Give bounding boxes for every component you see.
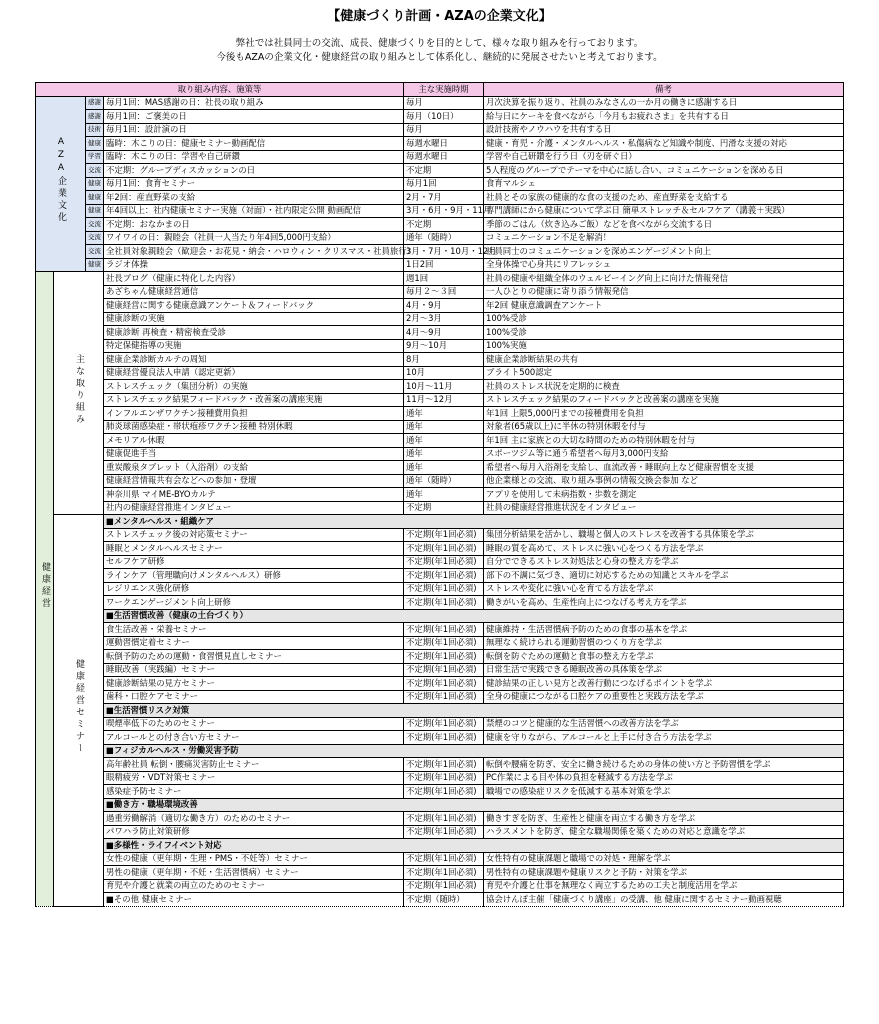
table-row xyxy=(36,488,844,502)
category-tag: 交流 xyxy=(86,218,104,232)
plan-table xyxy=(35,82,844,907)
period-cell: 不定期（随時） xyxy=(404,893,484,907)
note-cell: 100%受診 xyxy=(484,312,844,326)
note-cell: 社員のストレス状況を定期的に検査 xyxy=(484,380,844,394)
table-row xyxy=(36,353,844,367)
note-cell: 社員とその家族の健康的な食の支援のため、産直野菜を支給する xyxy=(484,191,844,205)
period-cell: 3月・6月・9月・11月 xyxy=(404,204,484,218)
measure-cell: ラインケア（管理職向けメンタルヘルス）研修 xyxy=(104,569,404,583)
period-cell: 不定期 xyxy=(404,164,484,178)
period-cell: 不定期(年1回必須) xyxy=(404,677,484,691)
measure-cell: 育児や介護と就業の両立のためのセミナー xyxy=(104,879,404,893)
measure-cell: ストレスチェック（集団分析）の実施 xyxy=(104,380,404,394)
header-period: 主な実施時期 xyxy=(404,83,484,97)
measure-cell: 健康経営に関する健康意識アンケート＆フィードバック xyxy=(104,299,404,313)
table-row xyxy=(36,420,844,434)
table-row xyxy=(36,893,844,907)
measure-cell: ■その他 健康セミナー xyxy=(104,893,404,907)
table-row xyxy=(36,555,844,569)
table-row xyxy=(36,582,844,596)
table-row xyxy=(36,677,844,691)
group-label: 健康経営 xyxy=(40,561,50,610)
measure-cell: 重炭酸泉タブレット（入浴剤）の支給 xyxy=(104,461,404,475)
note-cell: 100%実施 xyxy=(484,339,844,353)
measure-cell: 毎月1回：食育セミナー xyxy=(104,177,404,191)
measure-cell: 健康経営優良法人申請（認定更新） xyxy=(104,366,404,380)
period-cell: 毎週水曜日 xyxy=(404,137,484,151)
note-cell: コミュニケーション不足を解消！ xyxy=(484,231,844,245)
period-cell: 不定期(年1回必須) xyxy=(404,663,484,677)
measure-cell: セルフケア研修 xyxy=(104,555,404,569)
table-row xyxy=(36,380,844,394)
period-cell: 不定期(年1回必須) xyxy=(404,852,484,866)
note-cell: 育児や介護と仕事を無理なく両立するための工夫と制度活用を学ぶ xyxy=(484,879,844,893)
note-cell: 学習や自己研鑽を行う日（刃を研ぐ日） xyxy=(484,150,844,164)
table-row xyxy=(36,461,844,475)
measure-cell: パワハラ防止対策研修 xyxy=(104,825,404,839)
table-row xyxy=(36,785,844,799)
period-cell: 不定期(年1回必須) xyxy=(404,528,484,542)
period-cell: 不定期(年1回必須) xyxy=(404,569,484,583)
header-measures: 取り組み内容、施策等 xyxy=(36,83,404,97)
category-tag: 健康 xyxy=(86,137,104,151)
note-cell: 希望者へ毎月入浴剤を支給し、血流改善・睡眠向上など健康習慣を支援 xyxy=(484,461,844,475)
period-cell: 通年 xyxy=(404,420,484,434)
category-tag: 感謝 xyxy=(86,110,104,124)
table-row xyxy=(36,569,844,583)
note-cell: スポーツジム等に通う希望者へ毎月3,000円支給 xyxy=(484,447,844,461)
note-cell: 社員の健康経営推進状況をインタビュー xyxy=(484,501,844,515)
measure-cell: 全社員対象親睦会（歓迎会・お花見・納会・ハロウィン・クリスマス・社員旅行） xyxy=(104,245,404,259)
period-cell: 不定期(年1回必須) xyxy=(404,825,484,839)
measure-cell: 毎月1回：MAS感謝の日：社長の取り組み xyxy=(104,96,404,110)
measure-cell: 高年齢社員 転倒・腰痛災害防止セミナー xyxy=(104,758,404,772)
note-cell: 5人程度のグループでテーマを中心に話し合い、コミュニケーションを深める日 xyxy=(484,164,844,178)
table-row xyxy=(36,731,844,745)
measure-cell: アルコールとの付き合い方セミナー xyxy=(104,731,404,745)
section-row xyxy=(36,839,844,853)
period-cell: 毎週水曜日 xyxy=(404,150,484,164)
table-row xyxy=(36,596,844,610)
period-cell: 不定期(年1回必須) xyxy=(404,690,484,704)
measure-cell: レジリエンス強化研修 xyxy=(104,582,404,596)
measure-cell: 臨時：木こりの日：健康セミナー動画配信 xyxy=(104,137,404,151)
measure-cell: 神奈川県 マイME-BYOカルテ xyxy=(104,488,404,502)
subgroup-torikumi xyxy=(54,272,104,515)
table-row xyxy=(36,285,844,299)
note-cell: 専門講師にから健康について学ぶ日 簡単ストレッチ＆セルフケア（講義＋実践） xyxy=(484,204,844,218)
measure-cell: 肺炎球菌感染症・帯状疱疹ワクチン接種 特別休暇 xyxy=(104,420,404,434)
page-title: 【健康づくり計画・AZAの企業文化】 xyxy=(327,9,552,24)
measure-cell: インフルエンザワクチン接種費用負担 xyxy=(104,407,404,421)
period-cell: 通年 xyxy=(404,447,484,461)
note-cell: 睡眠の質を高めて、ストレスに強い心をつくる方法を学ぶ xyxy=(484,542,844,556)
category-tag: 健康 xyxy=(86,191,104,205)
category-tag: 交流 xyxy=(86,164,104,178)
measure-cell: 社内の健康経営推進インタビュー xyxy=(104,501,404,515)
note-cell: 自分でできるストレス対処法と心身の整え方を学ぶ xyxy=(484,555,844,569)
period-cell: 不定期(年1回必須) xyxy=(404,582,484,596)
period-cell: 3月・7月・10月・12月 xyxy=(404,245,484,259)
measure-cell: 過重労働解消（適切な働き方）のためのセミナー xyxy=(104,812,404,826)
measure-cell: 毎月1回：ご褒美の日 xyxy=(104,110,404,124)
note-cell: 社員の健康や組織全体のウェルビーイング向上に向けた情報発信 xyxy=(484,272,844,286)
table-row xyxy=(36,623,844,637)
measure-cell: 年4回以上：社内健康セミナー実施（対面）・社内限定公開 動画配信 xyxy=(104,204,404,218)
measure-cell: ストレスチェック後の対応策セミナー xyxy=(104,528,404,542)
intro-line-2: 今後もAZAの企業文化・健康経営の取り組みとして体系化し、継続的に発展させたいと考えております。 xyxy=(216,52,663,63)
period-cell: 2月～3月 xyxy=(404,312,484,326)
period-cell: 1日2回 xyxy=(404,258,484,272)
note-cell: 年1回 上限5,000円までの接種費用を負担 xyxy=(484,407,844,421)
period-cell: 通年（随時） xyxy=(404,474,484,488)
note-cell: 無理なく続けられる運動習慣のつくり方を学ぶ xyxy=(484,636,844,650)
note-cell: 健診結果の正しい見方と改善行動につなげるポイントを学ぶ xyxy=(484,677,844,691)
note-cell: 転倒や腰痛を防ぎ、安全に働き続けるための身体の使い方と予防習慣を学ぶ xyxy=(484,758,844,772)
measure-cell: あざちゃん健康経営通信 xyxy=(104,285,404,299)
table-row xyxy=(36,771,844,785)
period-cell: 不定期(年1回必須) xyxy=(404,717,484,731)
note-cell: 男性特有の健康課題や健康リスクと予防・対策を学ぶ xyxy=(484,866,844,880)
measure-cell: 転倒予防のための運動・食習慣見直しセミナー xyxy=(104,650,404,664)
table-row xyxy=(36,218,844,232)
section-title: ■メンタルヘルス・組織ケア xyxy=(104,515,844,529)
note-cell: 100%受診 xyxy=(484,326,844,340)
section-title: ■フィジカルヘルス・労働災害予防 xyxy=(104,744,844,758)
note-cell: 日常生活で実践できる睡眠改善の具体策を学ぶ xyxy=(484,663,844,677)
measure-cell: 年2回：産直野菜の支給 xyxy=(104,191,404,205)
measure-cell: 不定期：おなかまの日 xyxy=(104,218,404,232)
header-notes: 備考 xyxy=(484,83,844,97)
table-row xyxy=(36,326,844,340)
measure-cell: 睡眠改善（実践編）セミナー xyxy=(104,663,404,677)
table-row xyxy=(36,110,844,124)
measure-cell: 健康経営情報共有会などへの参加・登壇 xyxy=(104,474,404,488)
measure-cell: 健康企業診断カルテの周知 xyxy=(104,353,404,367)
period-cell: 不定期(年1回必須) xyxy=(404,879,484,893)
period-cell: 通年 xyxy=(404,407,484,421)
period-cell: 不定期(年1回必須) xyxy=(404,771,484,785)
note-cell: 健康企業診断結果の共有 xyxy=(484,353,844,367)
period-cell: 9月～10月 xyxy=(404,339,484,353)
section-title: ■多様性・ライフイベント対応 xyxy=(104,839,844,853)
note-cell: 職場での感染症リスクを低減する基本対策を学ぶ xyxy=(484,785,844,799)
table-row xyxy=(36,758,844,772)
table-row xyxy=(36,501,844,515)
note-cell: ストレスや変化に強い心を育てる方法を学ぶ xyxy=(484,582,844,596)
note-cell: 設計技術やノウハウを共有する日 xyxy=(484,123,844,137)
table-row xyxy=(36,299,844,313)
measure-cell: 感染症予防セミナー xyxy=(104,785,404,799)
period-cell: 毎月 xyxy=(404,123,484,137)
measure-cell: 臨時：木こりの日：学習や自己研鑽 xyxy=(104,150,404,164)
section-row xyxy=(36,798,844,812)
table-row xyxy=(36,434,844,448)
table-row xyxy=(36,204,844,218)
period-cell: 毎月 xyxy=(404,96,484,110)
measure-cell: 健康促進手当 xyxy=(104,447,404,461)
period-cell: 不定期(年1回必須) xyxy=(404,785,484,799)
table-row xyxy=(36,663,844,677)
period-cell: 通年 xyxy=(404,488,484,502)
period-cell: 不定期(年1回必須) xyxy=(404,731,484,745)
group-label: 健康経営セミナー xyxy=(74,659,84,756)
measure-cell: ストレスチェック結果フィードバック・改善案の講座実施 xyxy=(104,393,404,407)
note-cell: 対象者(65歳以上)に半休の特別休暇を付与 xyxy=(484,420,844,434)
table-row xyxy=(36,258,844,272)
period-cell: 不定期(年1回必須) xyxy=(404,866,484,880)
section-title: ■生活習慣改善（健康の土台づくり） xyxy=(104,609,844,623)
period-cell: 不定期(年1回必須) xyxy=(404,596,484,610)
intro-line-1: 弊社では社員同士の交流、成長、健康づくりを目的として、様々な取り組みを行っております。 xyxy=(235,38,644,49)
note-cell: 転倒を防ぐための運動と食事の整え方を学ぶ xyxy=(484,650,844,664)
note-cell: 全身体操で心身共にリフレッシュ xyxy=(484,258,844,272)
period-cell: 不定期(年1回必須) xyxy=(404,758,484,772)
note-cell: アプリを使用して未病指数・歩数を測定 xyxy=(484,488,844,502)
note-cell: 働きすぎを防ぎ、生産性と健康を両立する働き方を学ぶ xyxy=(484,812,844,826)
measure-cell: メモリアル休暇 xyxy=(104,434,404,448)
section-row xyxy=(36,515,844,529)
table-row xyxy=(36,812,844,826)
table-row xyxy=(36,366,844,380)
measure-cell: 運動習慣定着セミナー xyxy=(104,636,404,650)
table-row xyxy=(36,866,844,880)
category-tag: 健康 xyxy=(86,258,104,272)
measure-cell: 特定保健指導の実施 xyxy=(104,339,404,353)
period-cell: 不定期 xyxy=(404,218,484,232)
section-row xyxy=(36,744,844,758)
group-kenko xyxy=(36,272,54,907)
group-label: 主な取り組み xyxy=(74,354,84,426)
table-row xyxy=(36,879,844,893)
table-row xyxy=(36,852,844,866)
table-row xyxy=(36,528,844,542)
period-cell: 毎月1回 xyxy=(404,177,484,191)
note-cell: 社員同士のコミュニケーションを深めエンゲージメント向上 xyxy=(484,245,844,259)
period-cell: 不定期(年1回必須) xyxy=(404,812,484,826)
period-cell: 不定期(年1回必須) xyxy=(404,636,484,650)
table-row xyxy=(36,245,844,259)
period-cell: 不定期 xyxy=(404,501,484,515)
period-cell: 毎月２～３回 xyxy=(404,285,484,299)
table-row xyxy=(36,312,844,326)
category-tag: 交流 xyxy=(86,231,104,245)
table-row xyxy=(36,137,844,151)
table-row xyxy=(36,164,844,178)
table-row xyxy=(36,636,844,650)
table-row xyxy=(36,177,844,191)
measure-cell: 食生活改善・栄養セミナー xyxy=(104,623,404,637)
note-cell: ハラスメントを防ぎ、健全な職場関係を築くための対応と意識を学ぶ xyxy=(484,825,844,839)
period-cell: 不定期(年1回必須) xyxy=(404,623,484,637)
note-cell: ブライト500認定 xyxy=(484,366,844,380)
period-cell: 毎月（10日） xyxy=(404,110,484,124)
table-row xyxy=(36,650,844,664)
measure-cell: 社長ブログ（健康に特化した内容） xyxy=(104,272,404,286)
note-cell: 季節のごはん（炊き込みご飯）などを食べながら交流する日 xyxy=(484,218,844,232)
table-row xyxy=(36,339,844,353)
note-cell: 食育マルシェ xyxy=(484,177,844,191)
category-tag: 健康 xyxy=(86,204,104,218)
period-cell: 不定期(年1回必須) xyxy=(404,542,484,556)
category-tag: 健康 xyxy=(86,177,104,191)
table-row xyxy=(36,474,844,488)
table-row xyxy=(36,272,844,286)
measure-cell: ラジオ体操 xyxy=(104,258,404,272)
category-tag: 学習 xyxy=(86,150,104,164)
measure-cell: 女性の健康（更年期・生理・PMS・不妊等）セミナー xyxy=(104,852,404,866)
measure-cell: 健康診断の実施 xyxy=(104,312,404,326)
note-cell: ストレスチェック結果のフィードバックと改善案の講座を実施 xyxy=(484,393,844,407)
note-cell: 年1回 主に家族との大切な時間のための特別休暇を付与 xyxy=(484,434,844,448)
period-cell: 不定期(年1回必須) xyxy=(404,555,484,569)
header-row xyxy=(36,83,844,97)
note-cell: 一人ひとりの健康に寄り添う情報発信 xyxy=(484,285,844,299)
note-cell: 働きがいを高め、生産性向上につなげる考え方を学ぶ xyxy=(484,596,844,610)
note-cell: 全身の健康につながる口腔ケアの重要性と実践方法を学ぶ xyxy=(484,690,844,704)
section-row xyxy=(36,609,844,623)
period-cell: 8月 xyxy=(404,353,484,367)
measure-cell: 眼精疲労・VDT対策セミナー xyxy=(104,771,404,785)
period-cell: 10月～11月 xyxy=(404,380,484,394)
group-aza xyxy=(36,96,86,272)
period-cell: 通年 xyxy=(404,434,484,448)
table-row xyxy=(36,231,844,245)
period-cell: 10月 xyxy=(404,366,484,380)
note-cell: 協会けんぽ主催「健康づくり講座」の受講、他 健康に関するセミナー動画視聴 xyxy=(484,893,844,907)
measure-cell: ワークエンゲージメント向上研修 xyxy=(104,596,404,610)
table-row xyxy=(36,150,844,164)
note-cell: 年2回 健康意識調査アンケート xyxy=(484,299,844,313)
measure-cell: 睡眠とメンタルヘルスセミナー xyxy=(104,542,404,556)
table-row xyxy=(36,690,844,704)
category-tag: 感謝 xyxy=(86,96,104,110)
category-tag: 技術 xyxy=(86,123,104,137)
note-cell: 月次決算を振り返り、社員のみなさんの一か月の働きに感謝する日 xyxy=(484,96,844,110)
note-cell: 給与日にケーキを食べながら「今月もお疲れさま」を共有する日 xyxy=(484,110,844,124)
period-cell: 通年（随時） xyxy=(404,231,484,245)
table-row xyxy=(36,123,844,137)
section-row xyxy=(36,704,844,718)
period-cell: 不定期(年1回必須) xyxy=(404,650,484,664)
period-cell: 4月～9月 xyxy=(404,326,484,340)
measure-cell: 健康診断結果の見方セミナー xyxy=(104,677,404,691)
category-tag: 交流 xyxy=(86,245,104,259)
period-cell: 11月～12月 xyxy=(404,393,484,407)
note-cell: 集団分析結果を活かし、職場と個人のストレスを改善する具体策を学ぶ xyxy=(484,528,844,542)
section-title: ■生活習慣リスク対策 xyxy=(104,704,844,718)
period-cell: 2月・7月 xyxy=(404,191,484,205)
note-cell: PC作業による目や体の負担を軽減する方法を学ぶ xyxy=(484,771,844,785)
table-row xyxy=(36,542,844,556)
measure-cell: ワイワイの日：親睦会（社員一人当たり年4回5,000円支給） xyxy=(104,231,404,245)
measure-cell: 毎月1回：設計演の日 xyxy=(104,123,404,137)
subgroup-seminar xyxy=(54,515,104,907)
table-row xyxy=(36,96,844,110)
table-row xyxy=(36,393,844,407)
measure-cell: 喫煙率低下のためのセミナー xyxy=(104,717,404,731)
measure-cell: 健康診断 再検査・精密検査受診 xyxy=(104,326,404,340)
table-row xyxy=(36,717,844,731)
table-body xyxy=(36,96,844,906)
note-cell: 健康・育児・介護・メンタルヘルス・私傷病など知識や制度、円滑な支援の対応 xyxy=(484,137,844,151)
section-title: ■働き方・職場環境改善 xyxy=(104,798,844,812)
period-cell: 週1回 xyxy=(404,272,484,286)
table-row xyxy=(36,407,844,421)
group-label: AZA企業文化 xyxy=(56,137,66,225)
note-cell: 部下の不調に気づき、適切に対応するための知識とスキルを学ぶ xyxy=(484,569,844,583)
table-row xyxy=(36,191,844,205)
measure-cell: 男性の健康（更年期・不妊・生活習慣病）セミナー xyxy=(104,866,404,880)
period-cell: 通年 xyxy=(404,461,484,475)
note-cell: 健康維持・生活習慣病予防のための食事の基本を学ぶ xyxy=(484,623,844,637)
measure-cell: 歯科・口腔ケアセミナー xyxy=(104,690,404,704)
note-cell: 健康を守りながら、アルコールと上手に付き合う方法を学ぶ xyxy=(484,731,844,745)
note-cell: 女性特有の健康課題と職場での対処・理解を学ぶ xyxy=(484,852,844,866)
measure-cell: 不定期：グループディスカッションの日 xyxy=(104,164,404,178)
table-row xyxy=(36,825,844,839)
note-cell: 禁煙のコツと健康的な生活習慣への改善方法を学ぶ xyxy=(484,717,844,731)
period-cell: 4月・9月 xyxy=(404,299,484,313)
note-cell: 他企業様との交流、取り組み事例の情報交換会参加 など xyxy=(484,474,844,488)
intro-text xyxy=(0,37,879,65)
table-row xyxy=(36,447,844,461)
